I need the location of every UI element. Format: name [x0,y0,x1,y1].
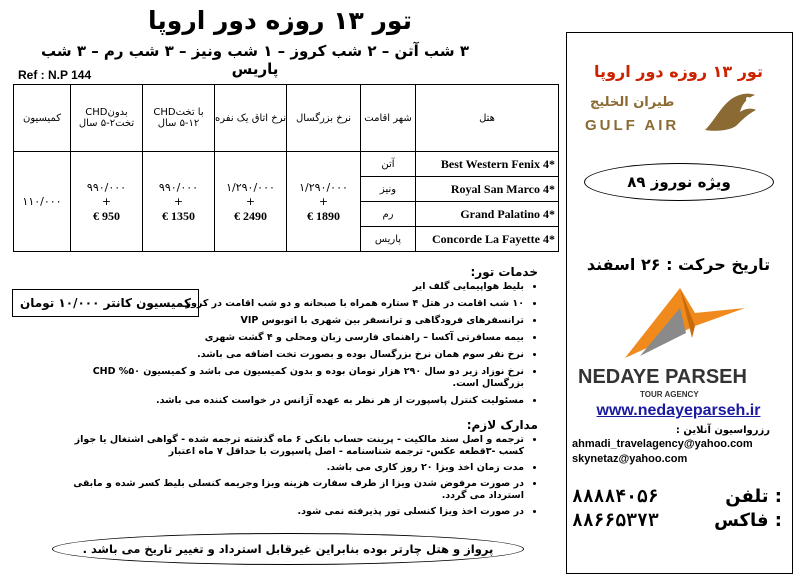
documents-list [60,434,538,518]
col-header-chd-bed: با تختCHD ۵-۱۲ سال [143,85,215,152]
charter-notice: پرواز و هتل چارتر بوده بنابراین غیرقابل استرداد و تغییر تاریخ می باشد . [52,533,524,565]
chd-nobed-price-eur: 950 € [93,208,120,223]
adult-price-eur: 1890 € [307,208,340,223]
single-price-plus: + [245,194,256,208]
services-list [60,281,538,407]
reference-code: Ref : N.P 144 [18,68,92,82]
phone-label: تلفن : [725,486,782,507]
single-price [215,152,287,252]
hotel-name: Concorde La Fayette 4* [416,227,559,252]
list-item: • در صورت مرفوض شدن ویزا از طرف سفارت هزینه ویزا وجریمه کنسلی بلیط کسر شده و مابقی استرداد می گردد. [60,478,524,502]
col-header-hotel: هتل [416,85,559,152]
list-item: • نرخ نوزاد زیر دو سال ۲۹۰ هزار تومان بوده و بدون کمیسیون می باشد و کمیسیون CHD %۵۰ بزرگسال است. [60,366,524,390]
hotel-name: Best Western Fenix 4* [416,152,559,177]
fax-number: ۸۸۶۶۵۳۷۳ [572,510,659,531]
list-item: • مدت زمان اخذ ویزا ۲۰ روز کاری می باشد. [60,462,524,474]
list-item: • ترانسفرهای فرودگاهی و ترانسفر بین شهری با اتوبوس VIP [60,315,524,327]
table-row [14,152,559,177]
required-documents [60,418,538,522]
price-table [13,84,559,252]
hotel-city: ونیز [361,177,416,202]
online-reservation-label: رزرواسیون آنلاین : [675,425,770,436]
col-header-chd-nobed: بدونCHD تخت۲-۵ سال [71,85,143,152]
hotel-city: پاریس [361,227,416,252]
single-price-eur: 2490 € [234,208,267,223]
chd-nobed-price [71,152,143,252]
chd-bed-price [143,152,215,252]
counter-commission-box: کمیسیون کانتر ۱۰/۰۰۰ تومان [12,289,199,317]
list-item: • در صورت اخذ ویزا کنسلی تور پذیرفته نمی شود. [60,506,524,518]
commission-value: ۱۱۰/۰۰۰ [14,152,71,252]
chd-nobed-price-plus: + [101,194,112,208]
tour-services [60,265,538,412]
phone-number: ۸۸۸۸۴۰۵۶ [572,486,659,507]
hotel-name: Royal San Marco 4* [416,177,559,202]
sidebar-title: تور ۱۳ روزه دور اروپا [594,62,763,81]
col-header-commission: کمیسیون [14,85,71,152]
agency-logo-icon [620,278,750,363]
services-heading: خدمات تور: [470,265,538,279]
list-item: • بیمه مسافرتی آکسا – راهنمای فارسی زبان ومحلی و ۴ گشت شهری [60,332,524,344]
chd-bed-price-toman: ۹۹۰/۰۰۰ [158,180,199,194]
hotel-city: رم [361,202,416,227]
chd-bed-price-eur: 1350 € [162,208,195,223]
adult-price [287,152,361,252]
col-header-city: شهر اقامت [361,85,416,152]
list-item: • مسئولیت کنترل پاسپورت از هر نظر به عهده آژانس در خواست کننده می باشد. [60,395,524,407]
itinerary-subtitle: ۳ شب آتن – ۲ شب کروز – ۱ شب ونیز – ۳ شب رم – ۳ شب پاریس [40,42,470,78]
table-header-row [14,85,559,152]
hotel-city: آتن [361,152,416,177]
website-link[interactable]: www.nedayeparseh.ir [596,402,761,419]
falcon-logo-icon [700,90,760,135]
phone-row [572,486,782,510]
email-link-1[interactable]: ahmadi_travelagency@yahoo.com [572,438,753,450]
col-header-adult: نرخ بزرگسال [287,85,361,152]
adult-price-plus: + [318,194,329,208]
chd-bed-price-plus: + [173,194,184,208]
fax-label: فاکس : [714,510,782,531]
fax-row [572,510,782,534]
airline-name-arabic: طيران الخليج [590,95,675,110]
departure-date: تاریخ حرکت : ۲۶ اسفند [586,255,771,274]
list-item: • نرخ نفر سوم همان نرخ بزرگسال بوده و بصورت تخت اضافه می باشد. [60,349,524,361]
list-item: • بلیط هواپیمایی گلف ایر [60,281,524,293]
agency-subtitle: TOUR AGENCY [640,390,699,399]
airline-name: GULF AIR [585,117,680,134]
email-link-2[interactable]: skynetaz@yahoo.com [572,453,688,465]
page-title: تور ۱۳ روزه دور اروپا [148,6,412,35]
col-header-single: نرخ اتاق یک نفره [215,85,287,152]
single-price-toman: ۱/۲۹۰/۰۰۰ [226,180,275,194]
list-item: • ۱۰ شب اقامت در هتل ۴ ستاره همراه با صبحانه و دو شب اقامت در کروز [60,298,524,310]
chd-nobed-price-toman: ۹۹۰/۰۰۰ [86,180,127,194]
hotel-name: Grand Palatino 4* [416,202,559,227]
list-item: • ترجمه و اصل سند مالکیت - پرینت حساب بانکی ۶ ماه گذشته ترجمه شده - گواهی اشتغال یا جواز کسب -۳قطعه عکس- ترجمه شناسنامه - اصل پاسپورت با حداقل ۷ ماه اعتبار [60,434,524,458]
documents-heading: مدارک لازم: [466,418,538,432]
nowruz-badge: ویژه نوروز ۸۹ [584,163,774,201]
adult-price-toman: ۱/۲۹۰/۰۰۰ [299,180,348,194]
agency-name: NEDAYE PARSEH [578,366,747,388]
